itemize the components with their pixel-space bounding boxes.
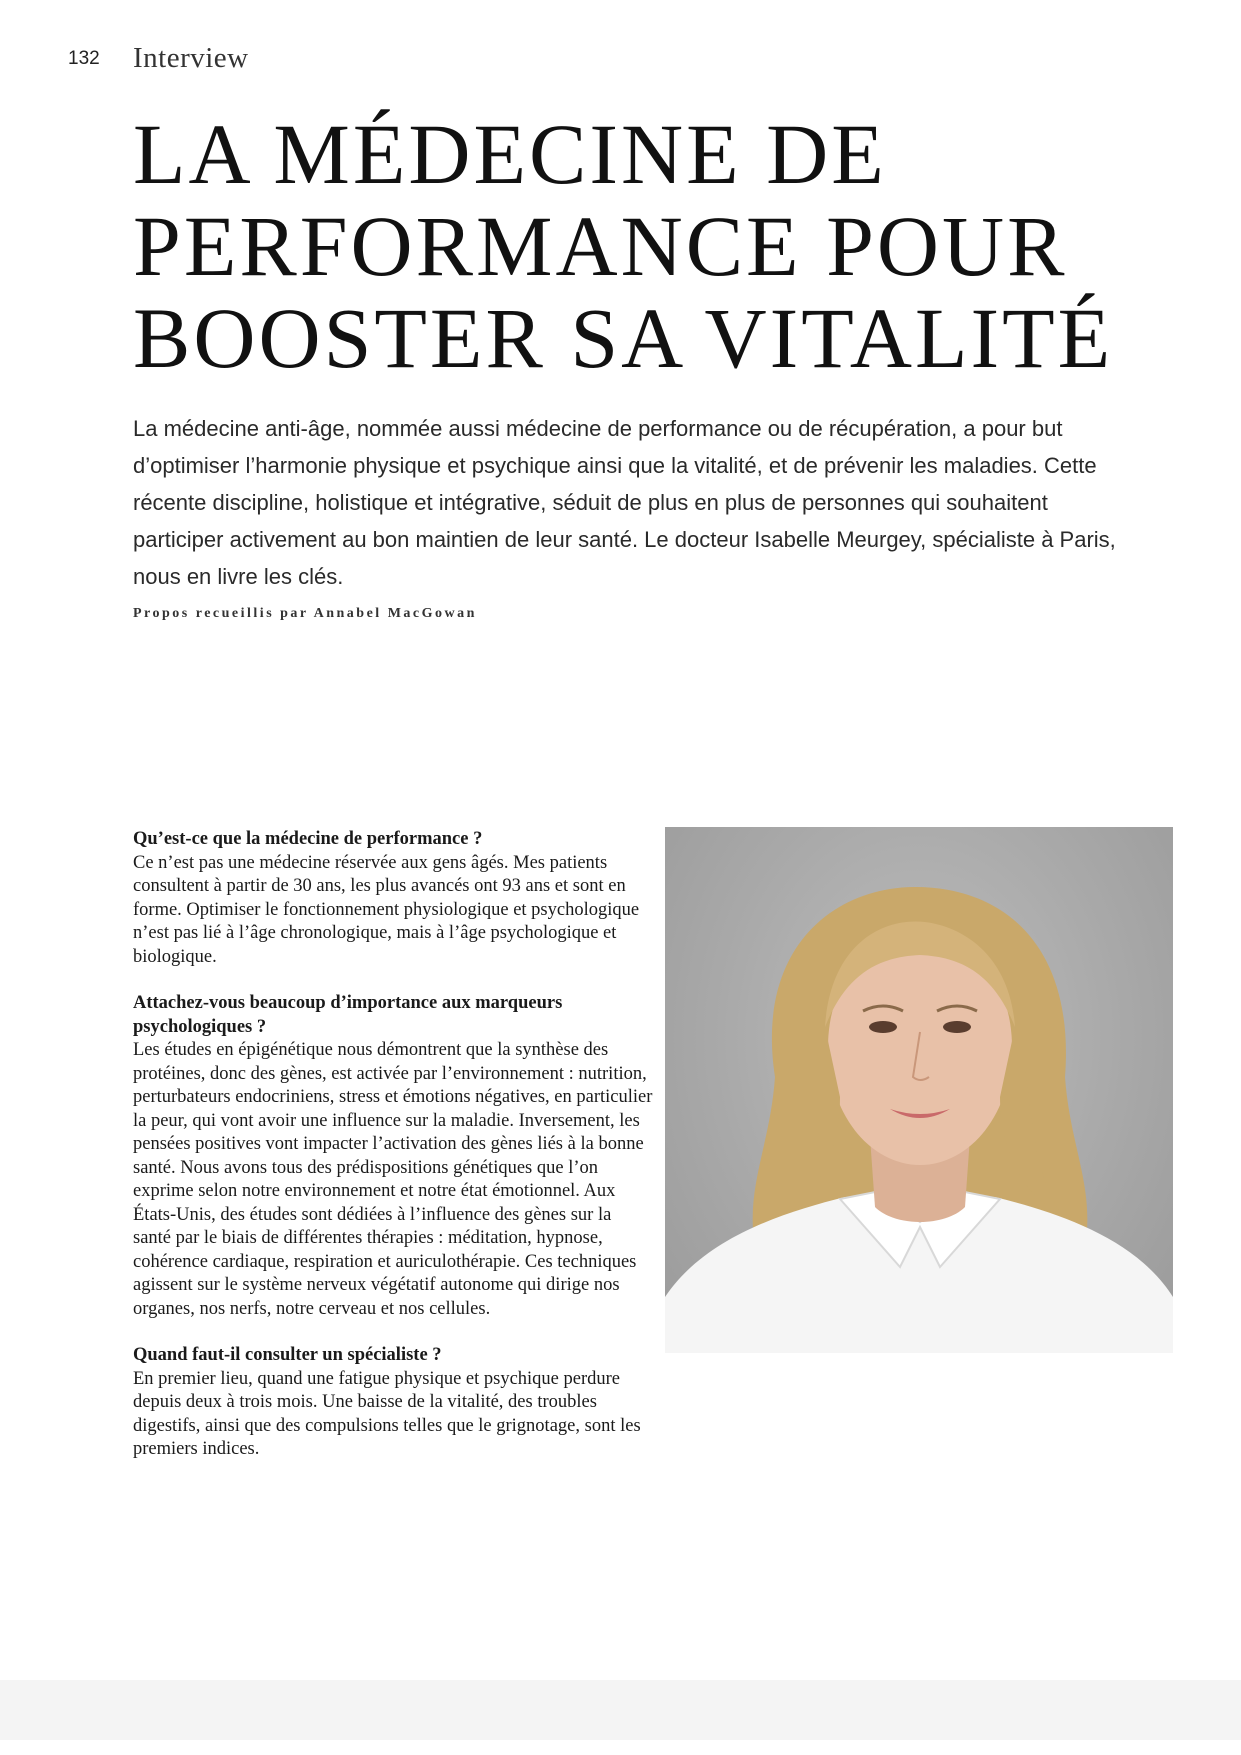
section-label: Interview (133, 42, 249, 74)
headline-line: LA MÉDECINE DE (133, 106, 887, 202)
page-number: 132 (68, 48, 100, 69)
headline-line: PERFORMANCE POUR (133, 198, 1068, 294)
byline: Propos recueillis par Annabel MacGowan (133, 606, 477, 621)
article-headline (133, 108, 1183, 384)
left-eye (869, 1021, 897, 1033)
qa-block (133, 992, 653, 1321)
qa-block (133, 828, 653, 969)
interview-question: Qu’est-ce que la médecine de performance ? (133, 829, 483, 849)
headline-line: BOOSTER SA VITALITÉ (133, 290, 1114, 386)
interview-answer: Ce n’est pas une médecine réservée aux gens âgés. Mes patients consultent à partir de 30 ans, les plus avancés ont 93 ans et sont en forme. Optimiser le fonctionnement physiologique et psychologique n’est pas lié à l’âge chronologique, mais à l’âge psychologique et biologique. (133, 852, 640, 967)
portrait-photo (665, 827, 1173, 1353)
portrait-illustration (665, 827, 1173, 1353)
interview-answer: Les études en épigénétique nous démontrent que la synthèse des protéines, donc des gènes, est activée par l’environnement : nutrition, perturbateurs endocriniens, stress et émotions négatives, en particulier la peur, qui vont avoir une influence sur la maladie. Inversement, les pensées positives vont impacter l’activation des gènes liés à la bonne santé. Nous avons tous des prédispositions génétiques que l’on exprime selon notre environnement et notre état émotionnel. Aux États-Unis, des études sont dédiées à l’influence des gènes sur la santé par le biais de différentes thérapies : méditation, hypnose, cohérence cardiaque, respiration et auriculothérapie. Ces techniques agissent sur le système nerveux végétatif autonome qui dirige nos organes, nos nerfs, notre cerveau et nos cellules. (133, 1040, 653, 1319)
right-eye (943, 1021, 971, 1033)
interview-body (133, 828, 653, 1485)
page-footer-band (0, 1680, 1241, 1740)
interview-answer: En premier lieu, quand une fatigue physique et psychique perdure depuis deux à trois mois. Une baisse de la vitalité, des troubles digestifs, ainsi que des compulsions telles que le grignotage, sont les premiers indices. (133, 1368, 641, 1459)
qa-block (133, 1344, 653, 1462)
interview-question: Quand faut-il consulter un spécialiste ? (133, 1345, 442, 1365)
interview-question: Attachez-vous beaucoup d’importance aux marqueurs psychologiques ? (133, 993, 563, 1037)
article-intro: La médecine anti-âge, nommée aussi médecine de performance ou de récupération, a pour but d’optimiser l’harmonie physique et psychique ainsi que la vitalité, et de prévenir les maladies. Cette récente discipline, holistique et intégrative, séduit de plus en plus de personnes qui souhaitent participer activement au bon maintien de leur santé. Le docteur Isabelle Meurgey, spécialiste à Paris, nous en livre les clés. (133, 416, 1116, 589)
